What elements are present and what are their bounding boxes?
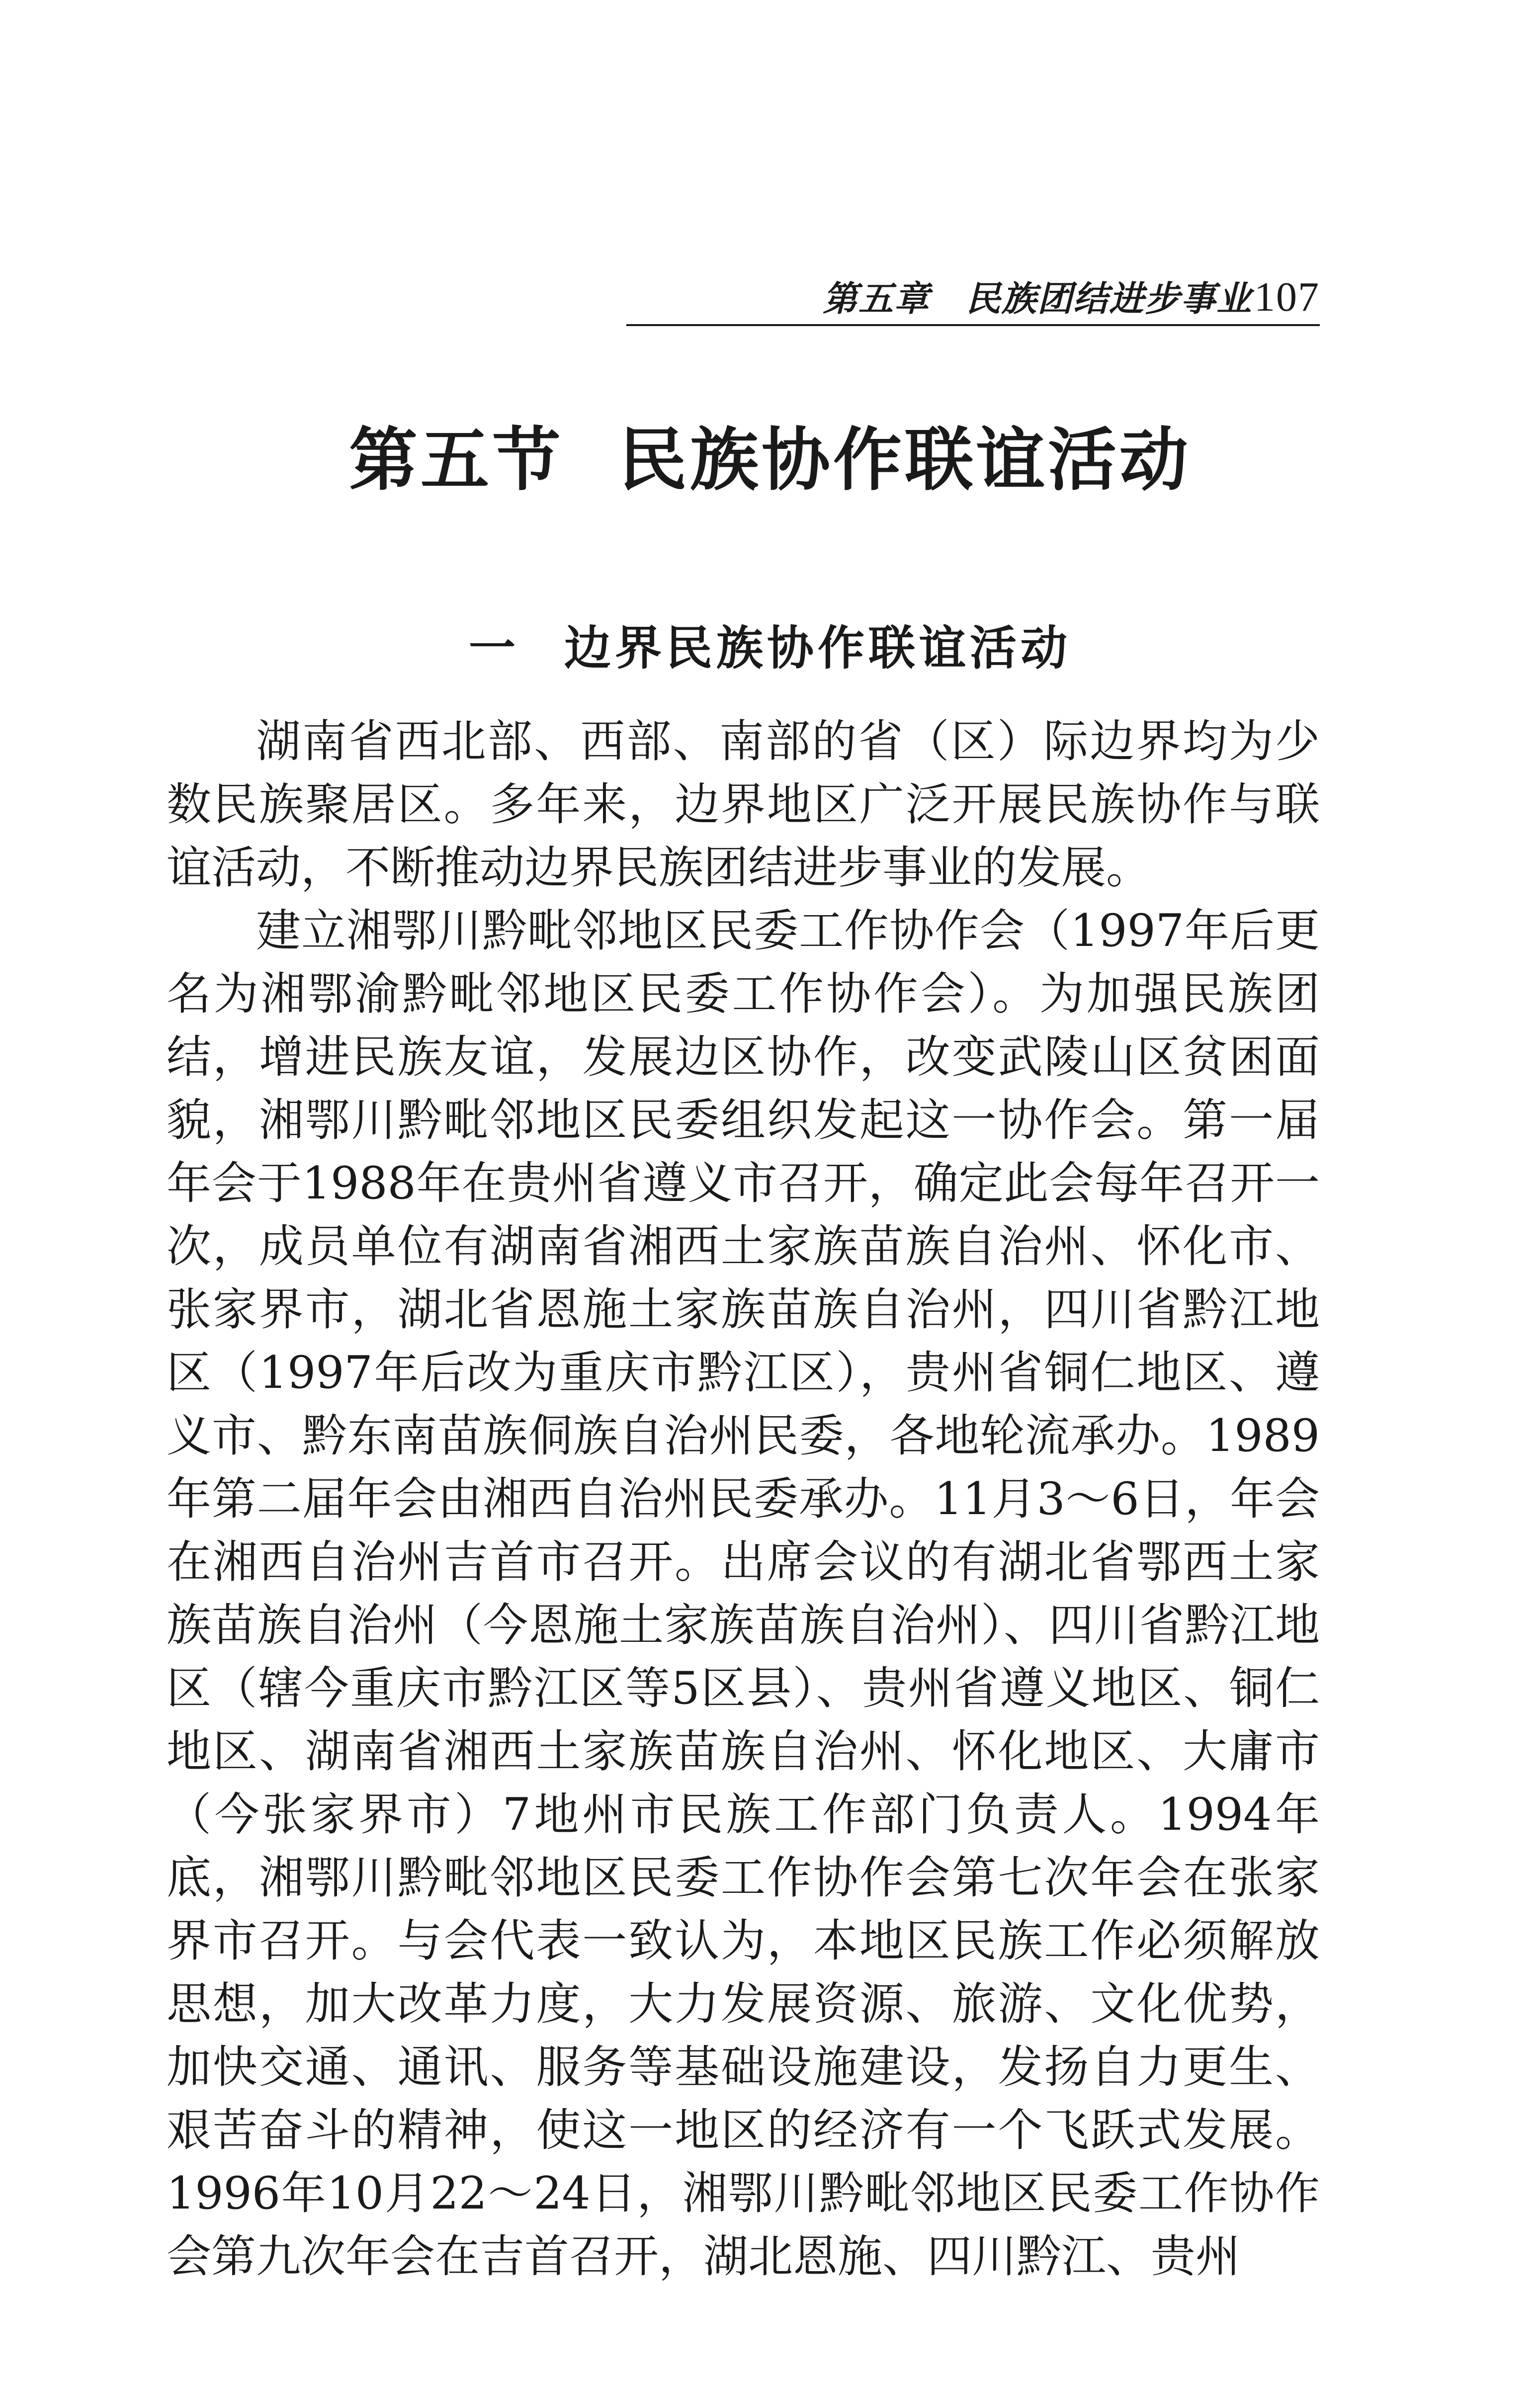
subsection-name: 边界民族协作联谊活动: [564, 621, 1072, 676]
paragraph: 建立湘鄂川黔毗邻地区民委工作协作会（1997年后更名为湘鄂渝黔毗邻地区民委工作协作会）。为加强民族团结，增进民族友谊，发展边区协作，改变武陵山区贫困面貌，湘鄂川黔毗邻地区民委组织发起这一协作会。第一届年会于1988年在贵州省遵义市召开，确定此会每年召开一次，成员单位有湖南省湘西土家族苗族自治州、怀化市、张家界市，湖北省恩施土家族苗族自治州，四川省黔江地区（1997年后改为重庆市黔江区），贵州省铜仁地区、遵义市、黔东南苗族侗族自治州民委，各地轮流承办。1989年第二届年会由湘西自治州民委承办。11月3～6日，年会在湘西自治州吉首市召开。出席会议的有湖北省鄂西土家族苗族自治州（今恩施土家族苗族自治州）、四川省黔江地区（辖今重庆市黔江区等5区县）、贵州省遵义地区、铜仁地区、湖南省湘西土家族苗族自治州、怀化地区、大庸市（今张家界市）7地州市民族工作部门负责人。1994年底，湘鄂川黔毗邻地区民委工作协作会第七次年会在张家界市召开。与会代表一致认为，本地区民族工作必须解放思想，加大改革力度，大力发展资源、旅游、文化优势，加快交通、通讯、服务等基础设施建设，发扬自力更生、艰苦奋斗的精神，使这一地区的经济有一个飞跃式发展。1996年10月22～24日，湘鄂川黔毗邻地区民委工作协作会第九次年会在吉首召开，湖北恩施、四川黔江、贵州: [167, 905, 1320, 2283]
running-header: [626, 274, 1320, 326]
section-number: 第五节: [348, 419, 564, 500]
body-text: [167, 710, 1320, 2288]
chapter-title: 第五章 民族团结进步事业: [823, 278, 1252, 319]
subsection-number: 一: [468, 621, 519, 676]
page-number: 107: [1254, 274, 1320, 320]
paragraph: 湖南省西北部、西部、南部的省（区）际边界均为少数民族聚居区。多年来，边界地区广泛开展民族协作与联谊活动，不断推动边界民族团结进步事业的发展。: [167, 715, 1320, 894]
section-title: [0, 418, 1540, 502]
subsection-title: [0, 619, 1540, 679]
section-name: 民族协作联谊活动: [618, 419, 1192, 500]
